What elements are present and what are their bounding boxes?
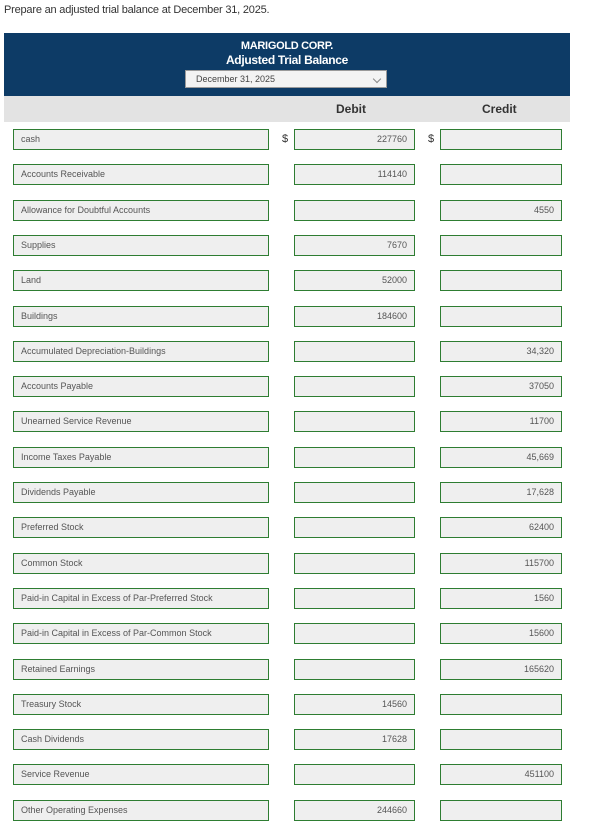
debit-amount-field[interactable]	[294, 659, 415, 680]
table-row	[0, 764, 606, 788]
credit-amount-field[interactable]: 4550	[440, 200, 562, 221]
column-header-bar	[4, 96, 570, 122]
account-name-field[interactable]: Land	[13, 270, 269, 291]
account-name-field[interactable]: Cash Dividends	[13, 729, 269, 750]
credit-amount-field[interactable]: 34,320	[440, 341, 562, 362]
debit-amount-field[interactable]	[294, 553, 415, 574]
credit-amount-field[interactable]	[440, 306, 562, 327]
table-row	[0, 447, 606, 471]
account-name-field[interactable]: Accumulated Depreciation-Buildings	[13, 341, 269, 362]
debit-amount-field[interactable]	[294, 341, 415, 362]
account-name-field[interactable]: Supplies	[13, 235, 269, 256]
debit-amount-field[interactable]	[294, 588, 415, 609]
table-row	[0, 164, 606, 188]
table-row	[0, 729, 606, 753]
account-name-field[interactable]: Unearned Service Revenue	[13, 411, 269, 432]
table-row	[0, 623, 606, 647]
credit-amount-field[interactable]: 45,669	[440, 447, 562, 468]
debit-amount-field[interactable]: 114140	[294, 164, 415, 185]
account-name-field[interactable]: Service Revenue	[13, 764, 269, 785]
credit-amount-field[interactable]: 62400	[440, 517, 562, 538]
credit-amount-field[interactable]: 165620	[440, 659, 562, 680]
account-name-field[interactable]: Paid-in Capital in Excess of Par-Preferred Stock	[13, 588, 269, 609]
credit-amount-field[interactable]: 11700	[440, 411, 562, 432]
credit-amount-field[interactable]	[440, 270, 562, 291]
table-row	[0, 235, 606, 259]
debit-amount-field[interactable]: 17628	[294, 729, 415, 750]
table-row	[0, 341, 606, 365]
statement-title: Adjusted Trial Balance	[225, 53, 349, 67]
table-row	[0, 129, 606, 153]
credit-amount-field[interactable]: 17,628	[440, 482, 562, 503]
table-row	[0, 411, 606, 435]
debit-amount-field[interactable]	[294, 200, 415, 221]
account-name-field[interactable]: Treasury Stock	[13, 694, 269, 715]
debit-amount-field[interactable]	[294, 447, 415, 468]
table-row	[0, 482, 606, 506]
company-name: MARIGOLD CORP.	[240, 40, 334, 52]
account-name-field[interactable]: Common Stock	[13, 553, 269, 574]
account-name-field[interactable]: Dividends Payable	[13, 482, 269, 503]
credit-amount-field[interactable]	[440, 129, 562, 150]
date-dropdown[interactable]	[185, 70, 387, 88]
account-name-field[interactable]: Accounts Payable	[13, 376, 269, 397]
debit-amount-field[interactable]: 227760	[294, 129, 415, 150]
account-name-field[interactable]: Retained Earnings	[13, 659, 269, 680]
credit-amount-field[interactable]	[440, 729, 562, 750]
credit-amount-field[interactable]: 451100	[440, 764, 562, 785]
debit-dollar-sign: $	[282, 133, 289, 145]
debit-amount-field[interactable]: 14560	[294, 694, 415, 715]
credit-amount-field[interactable]	[440, 235, 562, 256]
date-dropdown-value: December 31, 2025	[196, 74, 276, 84]
credit-dollar-sign: $	[428, 133, 435, 145]
credit-amount-field[interactable]: 15600	[440, 623, 562, 644]
debit-amount-field[interactable]	[294, 411, 415, 432]
debit-amount-field[interactable]: 244660	[294, 800, 415, 821]
account-name-field[interactable]: Preferred Stock	[13, 517, 269, 538]
account-name-field[interactable]: Allowance for Doubtful Accounts	[13, 200, 269, 221]
debit-amount-field[interactable]	[294, 482, 415, 503]
table-row	[0, 517, 606, 541]
account-name-field[interactable]: Accounts Receivable	[13, 164, 269, 185]
table-row	[0, 553, 606, 577]
statement-header	[4, 33, 570, 96]
debit-amount-field[interactable]	[294, 517, 415, 538]
credit-amount-field[interactable]	[440, 800, 562, 821]
table-row	[0, 200, 606, 224]
table-row	[0, 270, 606, 294]
debit-amount-field[interactable]: 52000	[294, 270, 415, 291]
credit-column-header: Credit	[482, 102, 517, 116]
debit-amount-field[interactable]: 184600	[294, 306, 415, 327]
credit-amount-field[interactable]: 1560	[440, 588, 562, 609]
account-name-field[interactable]: cash	[13, 129, 269, 150]
debit-amount-field[interactable]	[294, 764, 415, 785]
account-name-field[interactable]: Income Taxes Payable	[13, 447, 269, 468]
table-row	[0, 588, 606, 612]
table-row	[0, 376, 606, 400]
debit-column-header: Debit	[336, 102, 366, 116]
debit-amount-field[interactable]	[294, 623, 415, 644]
account-name-field[interactable]: Paid-in Capital in Excess of Par-Common Stock	[13, 623, 269, 644]
debit-amount-field[interactable]: 7670	[294, 235, 415, 256]
credit-amount-field[interactable]	[440, 164, 562, 185]
account-name-field[interactable]: Other Operating Expenses	[13, 800, 269, 821]
table-row	[0, 694, 606, 718]
credit-amount-field[interactable]	[440, 694, 562, 715]
credit-amount-field[interactable]: 37050	[440, 376, 562, 397]
chevron-down-icon	[373, 75, 381, 83]
table-row	[0, 800, 606, 824]
credit-amount-field[interactable]: 115700	[440, 553, 562, 574]
account-name-field[interactable]: Buildings	[13, 306, 269, 327]
instruction-text: Prepare an adjusted trial balance at December 31, 2025.	[4, 4, 270, 16]
table-row	[0, 659, 606, 683]
table-row	[0, 306, 606, 330]
debit-amount-field[interactable]	[294, 376, 415, 397]
